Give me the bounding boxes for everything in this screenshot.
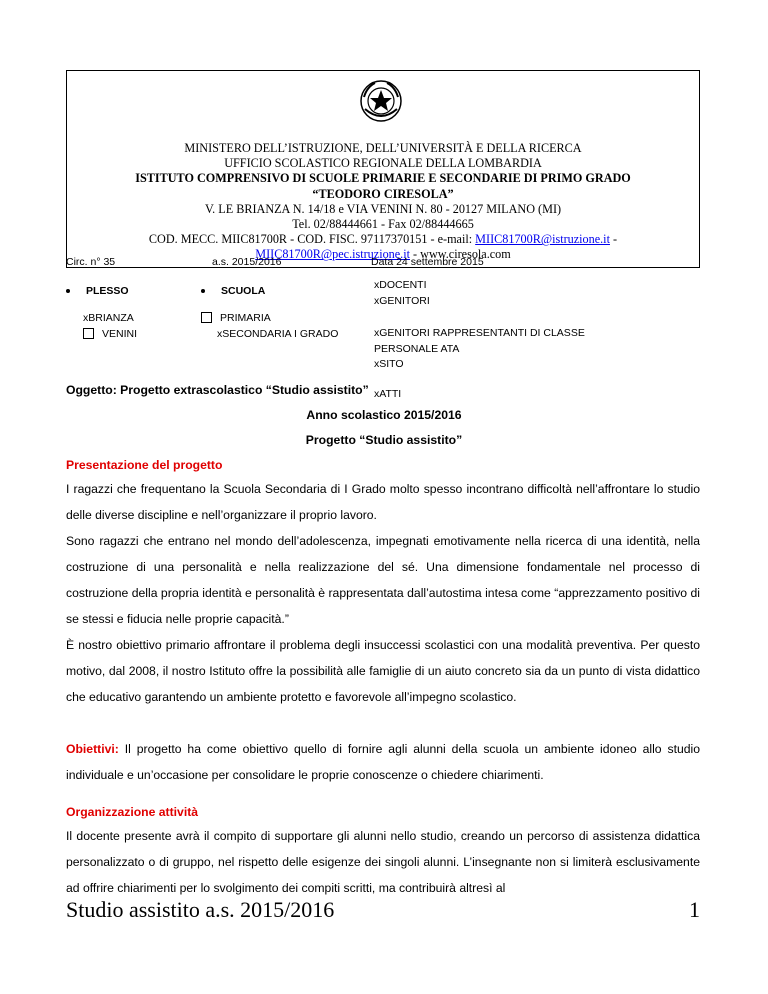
venini-label: VENINI <box>102 327 138 340</box>
codes-suffix: - <box>609 232 618 247</box>
school-year: a.s. 2015/2016 <box>212 256 282 268</box>
paragraph-1: I ragazzi che frequentano la Scuola Secondaria di I Grado molto spesso incontrano difficoltà nell’affrontare lo studio delle diverse discipline e nell’organizzare il proprio lavoro. <box>66 482 700 522</box>
recipients-list <box>374 278 585 402</box>
pec-link[interactable]: MIIC81700R@pec.istruzione.it <box>255 247 410 262</box>
email-link[interactable]: MIIC81700R@istruzione.it <box>475 232 610 247</box>
plesso-options <box>83 311 137 342</box>
paragraph-5: Il docente presente avrà il compito di supportare gli alunni nello studio, creando un percorso di assistenza didattica personalizzato o di gruppo, nel rispetto delle esigenze dei singoli alunni. L’insegnante non si limiterà esclusivamente ad offrire chiarimenti per lo svolgimento dei compiti scritti, ma contribuirà altresì al <box>66 829 700 895</box>
footer-title: Studio assistito a.s. 2015/2016 <box>66 897 335 922</box>
paragraph-2: Sono ragazzi che entrano nel mondo dell’adolescenza, impegnati emotivamente nella ricerca di una identità, nella costruzione di una personalità e nella realizzazione del sé. Una dimensione fondamentale nel processo di costruzione della propria identità e personalità è rappresentata dall’autostima intesa come “apprezzamento positivo di se stessi e fiducia nelle proprie capacità.” <box>66 534 700 626</box>
subject-line: Oggetto: Progetto extrascolastico “Studio assistito” <box>66 383 369 397</box>
bullet-icon <box>66 289 70 293</box>
year-title: Anno scolastico 2015/2016 <box>306 408 462 422</box>
codes-prefix: COD. MECC. MIIC81700R - COD. FISC. 97117370151 - e-mail: <box>148 232 476 247</box>
italian-republic-emblem-icon <box>359 79 403 123</box>
option-primaria <box>201 311 338 327</box>
presentation-heading: Presentazione del progetto <box>66 458 223 472</box>
institute-name: ISTITUTO COMPRENSIVO DI SCUOLE PRIMARIE E SECONDARIE DI PRIMO GRADO <box>135 171 631 186</box>
recipient-rappresentanti: xGENITORI RAPPRESENTANTI DI CLASSE <box>374 327 585 339</box>
checkbox-venini[interactable] <box>83 328 94 339</box>
regional-office: UFFICIO SCOLASTICO REGIONALE DELLA LOMBARDIA <box>224 156 542 171</box>
plesso-heading <box>66 284 129 300</box>
primaria-label: PRIMARIA <box>220 312 271 324</box>
objectives-heading: Obiettivi: <box>66 742 119 756</box>
bullet-icon <box>201 289 205 293</box>
recipient-atti: xATTI <box>374 387 402 400</box>
letterhead-box <box>66 70 700 268</box>
recipient-docenti: xDOCENTI <box>374 279 427 291</box>
institute-codes <box>67 232 699 247</box>
project-title: Progetto “Studio assistito” <box>305 433 463 447</box>
paragraph-3: È nostro obiettivo primario affrontare il problema degli insuccessi scolastici con una modalità preventiva. Per questo motivo, dal 2008, il nostro Istituto offre la possibilità alle famiglie di un aiuto concreto sia da un punto di vista didattico che educativo garantendo un ambiente protetto e favorevole all’impegno scolastico. <box>66 638 700 704</box>
scuola-heading <box>201 284 265 300</box>
letterhead-text <box>67 141 699 263</box>
plesso-label: PLESSO <box>86 285 129 297</box>
institute-title: “TEODORO CIRESOLA” <box>312 186 454 201</box>
institute-address: V. LE BRIANZA N. 14/18 e VIA VENINI N. 80 - 20127 MILANO (MI) <box>204 201 562 216</box>
recipient-genitori: xGENITORI <box>374 294 430 307</box>
option-brianza: xBRIANZA <box>83 312 134 324</box>
checkbox-primaria[interactable] <box>201 312 212 323</box>
organization-heading: Organizzazione attività <box>66 805 199 819</box>
ministry-name: MINISTERO DELL’ISTRUZIONE, DELL’UNIVERSITÀ E DELLA RICERCA <box>184 141 582 155</box>
scuola-options <box>201 311 338 342</box>
recipient-personale-ata: PERSONALE ATA <box>374 342 460 355</box>
website-text: - www.ciresola.com <box>410 247 511 262</box>
page-footer <box>66 897 700 923</box>
scuola-label: SCUOLA <box>221 285 266 297</box>
institute-phone: Tel. 02/88444661 - Fax 02/88444665 <box>292 217 474 232</box>
option-venini <box>83 327 137 343</box>
recipient-sito: xSITO <box>374 358 404 370</box>
objectives-paragraph <box>66 736 700 788</box>
objectives-text: Il progetto ha come obiettivo quello di fornire agli alunni della scuola un ambiente idoneo allo studio individuale e un’occasione per consolidare le proprie conoscenze o chiedere chiarimenti. <box>66 742 700 782</box>
circular-number: Circ. n° 35 <box>66 256 116 268</box>
option-secondaria: xSECONDARIA I GRADO <box>217 327 339 340</box>
page-number: 1 <box>689 897 700 922</box>
circular-date: Data 24 settembre 2015 <box>371 256 484 268</box>
